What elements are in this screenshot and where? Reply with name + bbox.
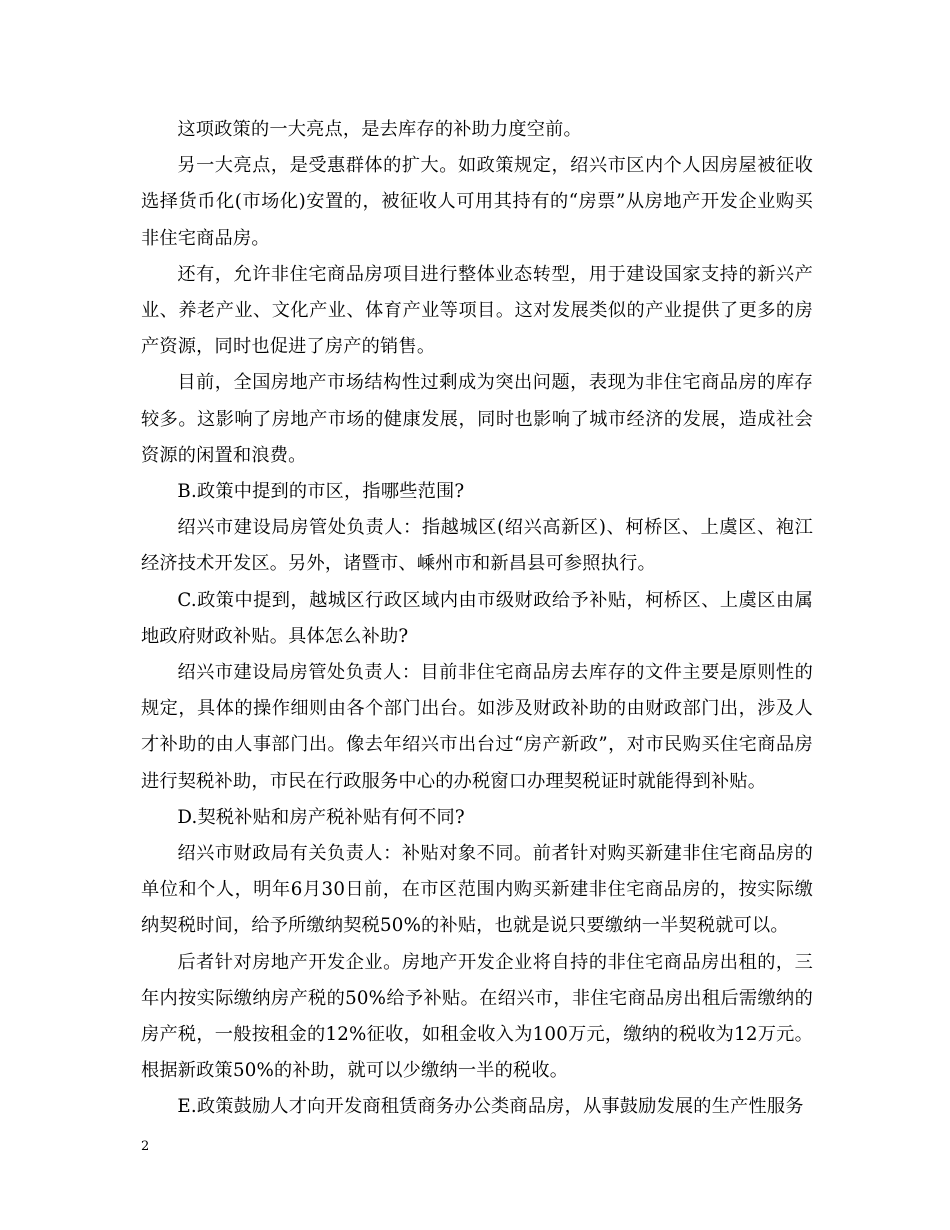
paragraph: 绍兴市财政局有关负责人：补贴对象不同。前者针对购买新建非住宅商品房的单位和个人，明年6月30日前，在市区范围内购买新建非住宅商品房的，按实际缴纳契税时间，给予所缴纳契税50%的补贴，也就是说只要缴纳一半契税就可以。 xyxy=(141,843,813,937)
document-body xyxy=(141,112,813,1126)
question-heading: C.政策中提到，越城区行政区域内由市级财政给予补贴，柯桥区、上虞区由属地政府财政补贴。具体怎么补助? xyxy=(141,589,813,647)
paragraph: 绍兴市建设局房管处负责人：指越城区(绍兴高新区)、柯桥区、上虞区、袍江经济技术开发区。另外，诸暨市、嵊州市和新昌县可参照执行。 xyxy=(141,517,813,575)
question-heading: E.政策鼓励人才向开发商租赁商务办公类商品房，从事鼓励发展的生产性服务 xyxy=(177,1096,804,1118)
question-heading: D.契税补贴和房产税补贴有何不同? xyxy=(177,806,465,828)
paragraph: 另一大亮点，是受惠群体的扩大。如政策规定，绍兴市区内个人因房屋被征收选择货币化(市场化)安置的，被征收人可用其持有的“房票”从房地产开发企业购买非住宅商品房。 xyxy=(141,155,813,249)
paragraph: 这项政策的一大亮点，是去库存的补助力度空前。 xyxy=(177,119,582,140)
page-number: 2 xyxy=(141,1139,150,1154)
paragraph: 后者针对房地产开发企业。房地产开发企业将自持的非住宅商品房出租的，三年内按实际缴纳房产税的50%给予补贴。在绍兴市，非住宅商品房出租后需缴纳的房产税，一般按租金的12%征收，如租金收入为100万元，缴纳的税收为12万元。根据新政策50%的补助，就可以少缴纳一半的税收。 xyxy=(141,951,813,1082)
paragraph: 还有，允许非住宅商品房项目进行整体业态转型，用于建设国家支持的新兴产业、养老产业、文化产业、体育产业等项目。这对发展类似的产业提供了更多的房产资源，同时也促进了房产的销售。 xyxy=(141,263,813,358)
paragraph: 绍兴市建设局房管处负责人：目前非住宅商品房去库存的文件主要是原则性的规定，具体的操作细则由各个部门出台。如涉及财政补助的由财政部门出，涉及人才补助的由人事部门出。像去年绍兴市出台过“房产新政”，对市民购买住宅商品房进行契税补助，市民在行政服务中心的办税窗口办理契税证时就能得到补贴。 xyxy=(141,662,813,792)
question-heading: B.政策中提到的市区，指哪些范围? xyxy=(177,481,465,503)
paragraph: 目前，全国房地产市场结构性过剩成为突出问题，表现为非住宅商品房的库存较多。这影响了房地产市场的健康发展，同时也影响了城市经济的发展，造成社会资源的闲置和浪费。 xyxy=(141,372,813,466)
